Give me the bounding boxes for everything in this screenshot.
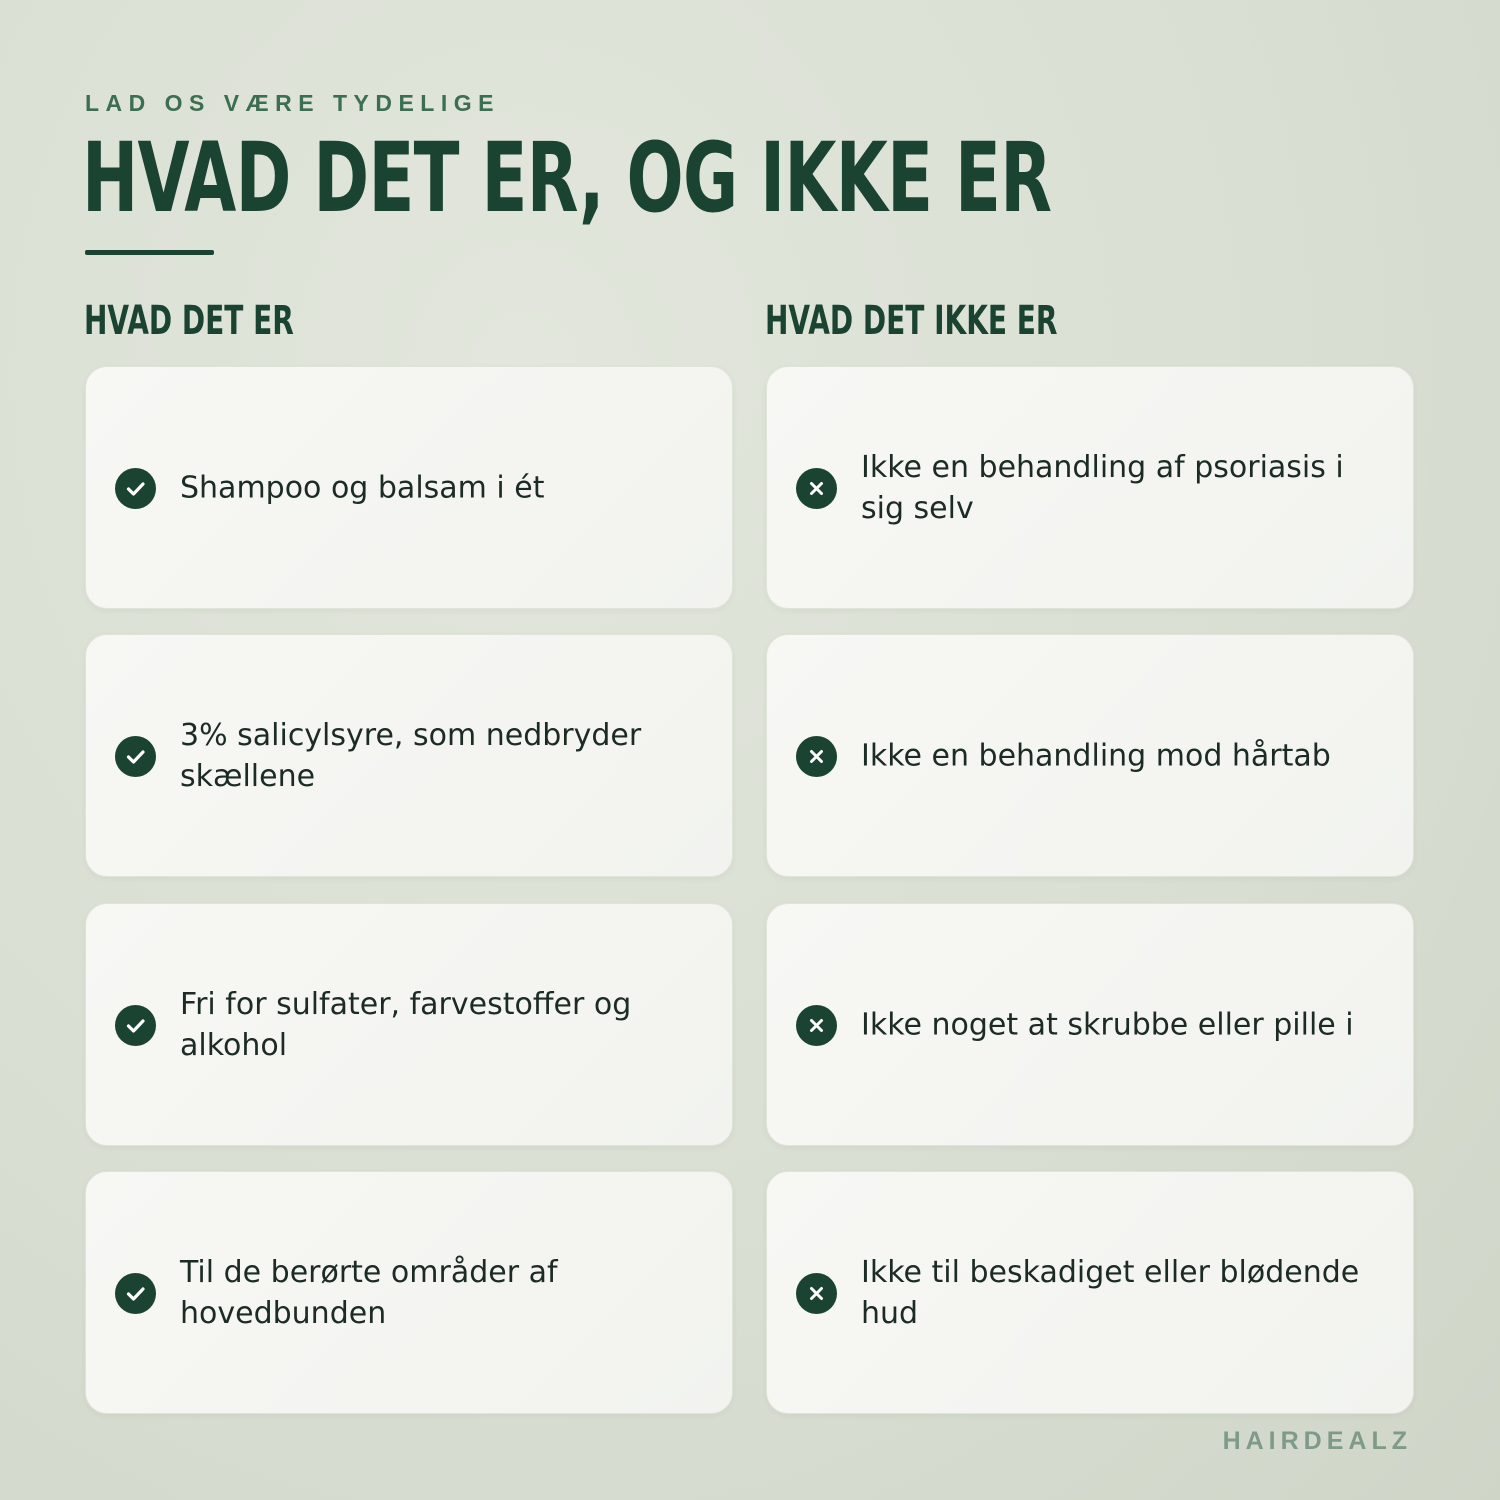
cross-icon	[796, 468, 837, 509]
cross-icon	[796, 1273, 837, 1314]
is-card-text: Til de berørte områder af hovedbunden	[180, 1254, 558, 1331]
brand-wordmark: HAIRDEALZ	[1222, 1427, 1412, 1455]
is-card-text: 3% salicylsyre, som nedbryder skællene	[180, 717, 642, 794]
title-underline	[85, 250, 214, 255]
column-heading-is: HVAD DET ER	[84, 298, 294, 344]
is-card	[85, 903, 733, 1146]
check-icon	[115, 736, 156, 777]
is-not-card-text: Ikke en behandling af psoriasis i sig selv	[861, 449, 1344, 526]
is-not-card-text: Ikke noget at skrubbe eller pille i	[861, 1007, 1354, 1042]
is-not-card	[766, 1171, 1414, 1414]
cross-icon	[796, 736, 837, 777]
is-not-card	[766, 366, 1414, 609]
is-card-text: Fri for sulfater, farvestoffer og alkohol	[180, 986, 632, 1063]
check-icon	[115, 1273, 156, 1314]
is-card	[85, 634, 733, 877]
is-not-card	[766, 634, 1414, 877]
check-icon	[115, 1005, 156, 1046]
column-heading-is-not: HVAD DET IKKE ER	[765, 298, 1058, 344]
cross-icon	[796, 1005, 837, 1046]
page-title: HVAD DET ER, OG IKKE ER	[82, 122, 1052, 234]
is-card	[85, 1171, 733, 1414]
is-card	[85, 366, 733, 609]
is-card-text: Shampoo og balsam i ét	[180, 470, 545, 505]
is-not-card-text: Ikke til beskadiget eller blødende hud	[861, 1254, 1360, 1331]
is-not-card	[766, 903, 1414, 1146]
check-icon	[115, 468, 156, 509]
eyebrow-text: LAD OS VÆRE TYDELIGE	[85, 90, 500, 116]
is-not-card-text: Ikke en behandling mod hårtab	[861, 738, 1331, 773]
